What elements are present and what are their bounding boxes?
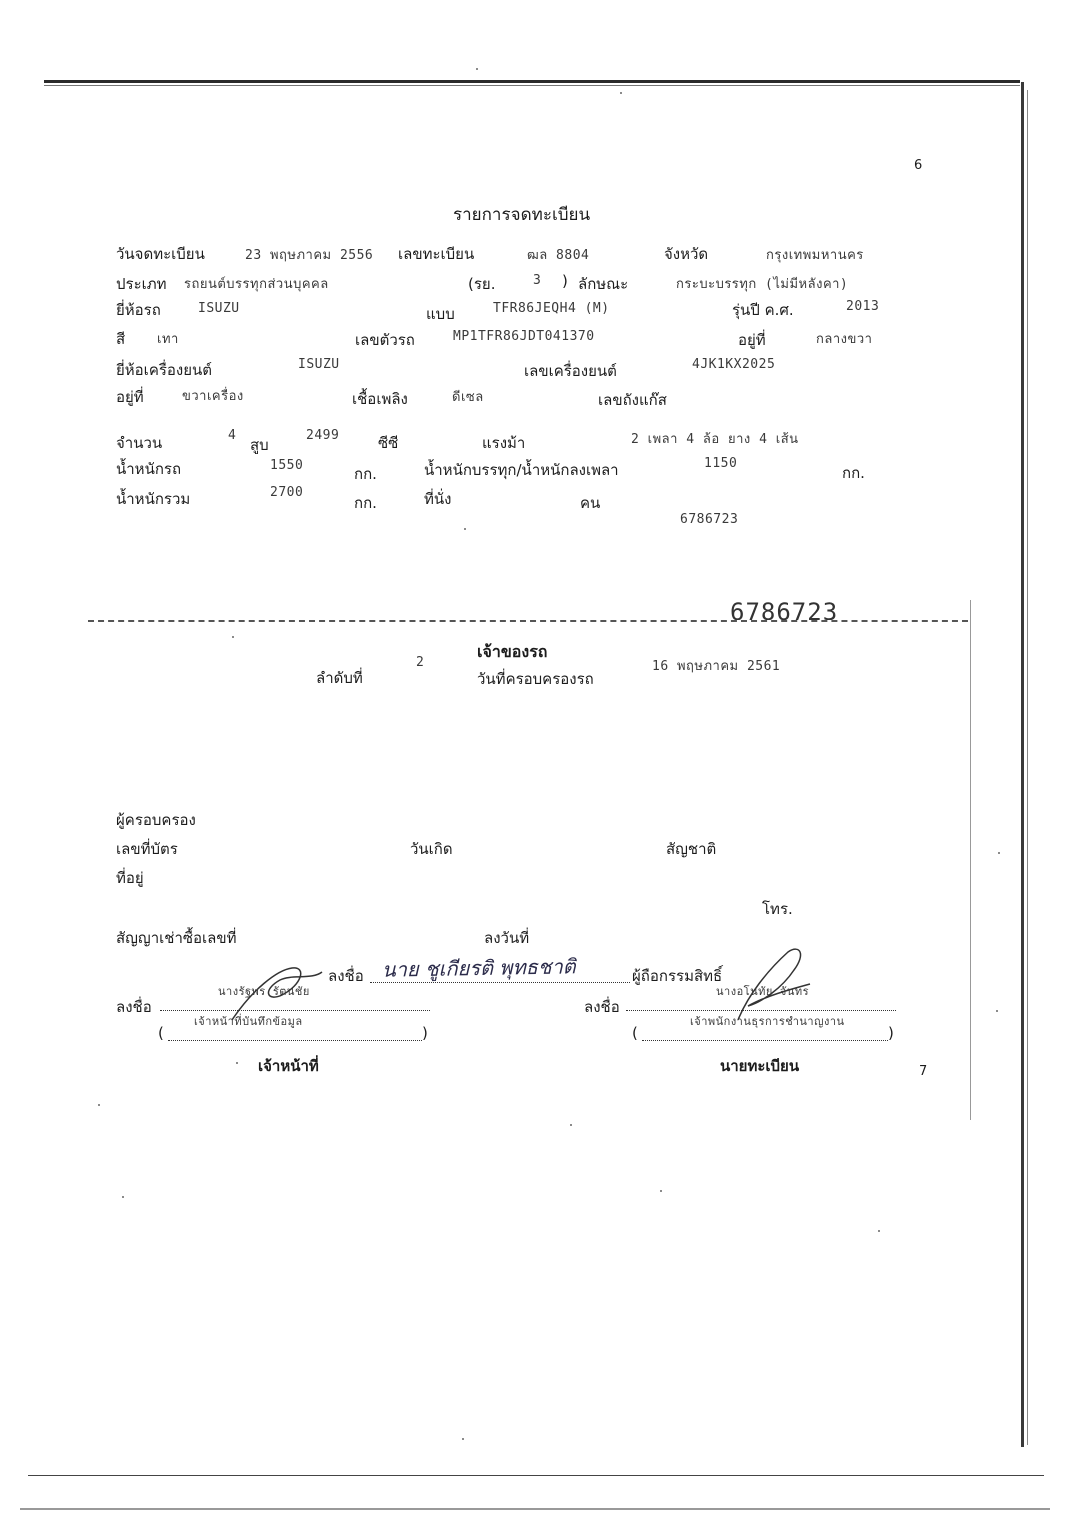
scan-speck	[660, 1190, 662, 1192]
scan-speck	[996, 1010, 998, 1012]
scan-speck	[620, 92, 622, 94]
char-label: ลักษณะ	[578, 275, 629, 293]
ry-value: 3	[533, 273, 542, 288]
inner-right-line	[970, 600, 971, 1120]
left-role-label: เจ้าหน้าที่	[258, 1057, 319, 1075]
top-border-line	[44, 80, 1020, 83]
load-value: 1150	[704, 456, 738, 471]
reg-date-label: วันจดทะเบียน	[116, 245, 205, 263]
right-sign-line	[626, 1010, 896, 1011]
char-value: กระบะบรรทุก (ไม่มีหลังคา)	[676, 277, 849, 292]
gross-weight-label: น้ำหนักรวม	[116, 490, 191, 508]
qty-label: จำนวน	[116, 434, 163, 452]
scan-speck	[570, 1124, 572, 1126]
page-number-top: 6	[914, 158, 923, 173]
tel-label: โทร.	[762, 900, 793, 918]
left-position-small: เจ้าหน้าที่บันทึกข้อมูล	[194, 1015, 303, 1028]
right-role-label: นายทะเบียน	[720, 1057, 800, 1075]
bottom-border-line-2	[20, 1508, 1050, 1510]
reg-date-value: 23 พฤษภาคม 2556	[245, 248, 374, 263]
right-name-small: นางอโนทัย จันทร	[716, 985, 810, 998]
contract-date-label: ลงวันที่	[484, 929, 530, 947]
engine-brand-value: ISUZU	[298, 357, 340, 372]
scan-speck	[462, 1438, 464, 1440]
brand-label: ยี่ห้อรถ	[116, 301, 161, 319]
province-label: จังหวัด	[664, 245, 709, 263]
fuel-value: ดีเซล	[452, 390, 484, 405]
scan-speck	[878, 1230, 880, 1232]
year-value: 2013	[846, 299, 880, 314]
vehicle-weight-value: 1550	[270, 458, 304, 473]
owner-sign-label: ลงชื่อ	[328, 967, 364, 985]
cc-label: ซีซี	[378, 434, 399, 452]
type-value: รถยนต์บรรทุกส่วนบุคคล	[184, 277, 329, 292]
cylinder-label: สูบ	[250, 436, 269, 454]
section-separator	[88, 620, 968, 622]
seat-label: ที่นั่ง	[424, 490, 452, 508]
scan-speck	[236, 1062, 238, 1064]
gross-weight-value: 2700	[270, 485, 304, 500]
left-sign-line	[160, 1010, 430, 1011]
page-number-bottom: 7	[919, 1064, 928, 1079]
hp-label: แรงม้า	[482, 434, 526, 452]
engine-brand-label: ยี่ห้อเครื่องยนต์	[116, 361, 213, 379]
vehicle-weight-unit: กก.	[354, 465, 377, 483]
color-value: เทา	[157, 332, 179, 347]
chassis-value: MP1TFR86JDT041370	[453, 329, 595, 344]
model-label: แบบ	[426, 305, 455, 323]
right-border-line	[1021, 82, 1024, 1447]
right-paren-close: )	[888, 1024, 894, 1042]
model-value: TFR86JEQH4 (M)	[493, 301, 610, 316]
province-value: กรุงเทพมหานคร	[766, 248, 864, 263]
right-border-line-thin	[1027, 90, 1028, 1445]
scan-speck	[232, 636, 234, 638]
engine-no-label: เลขเครื่องยนต์	[524, 362, 617, 380]
chassis-loc-label: อยู่ที่	[738, 331, 766, 349]
engine-loc-label: อยู่ที่	[116, 388, 144, 406]
id-card-label: เลขที่บัตร	[116, 840, 178, 858]
top-border-line-thin	[44, 85, 1020, 86]
ry-close: )	[562, 272, 568, 290]
type-label: ประเภท	[116, 275, 167, 293]
brand-value: ISUZU	[198, 301, 240, 316]
owner-title: ผู้ถือกรรมสิทธิ์	[632, 967, 723, 985]
right-sign-label: ลงชื่อ	[584, 998, 620, 1016]
color-label: สี	[116, 330, 126, 348]
chassis-label: เลขตัวรถ	[355, 331, 415, 349]
scan-speck	[998, 852, 1000, 854]
fuel-label: เชื้อเพลิง	[352, 390, 408, 408]
left-paren-close: )	[422, 1024, 428, 1042]
owner-heading: เจ้าของรถ	[477, 642, 548, 661]
engine-loc-value: ขวาเครื่อง	[182, 389, 244, 404]
seat-unit: คน	[580, 494, 601, 512]
serial-number-small: 6786723	[680, 512, 739, 527]
left-paren-line	[168, 1040, 422, 1041]
left-name-small: นางรัฐพร รัตนชัย	[218, 985, 310, 998]
year-label: รุ่นปี ค.ศ.	[732, 301, 794, 319]
possessor-label: ผู้ครอบครอง	[116, 811, 196, 829]
gas-tank-label: เลขถังแก๊ส	[598, 391, 667, 409]
cc-value: 2499	[306, 428, 340, 443]
nationality-label: สัญชาติ	[666, 840, 717, 858]
engine-no-value: 4JK1KX2025	[692, 357, 776, 372]
address-label: ที่อยู่	[116, 869, 144, 887]
ry-label: (รย.	[468, 275, 496, 293]
right-paren-open: (	[632, 1024, 638, 1042]
contract-label: สัญญาเช่าซื้อเลขที่	[116, 929, 237, 947]
order-value: 2	[416, 655, 425, 670]
serial-number-large: 6786723	[730, 598, 839, 620]
right-paren-line	[642, 1040, 888, 1041]
scan-speck	[98, 1104, 100, 1106]
cylinder-value: 4	[228, 428, 237, 443]
scan-speck	[476, 68, 478, 70]
order-label: ลำดับที่	[316, 669, 363, 687]
dob-label: วันเกิด	[410, 840, 453, 858]
load-label: น้ำหนักบรรทุก/น้ำหนักลงเพลา	[424, 461, 619, 479]
chassis-loc-value: กลางขวา	[816, 332, 873, 347]
possession-date-value: 16 พฤษภาคม 2561	[652, 659, 781, 674]
owner-handwritten-name: นาย ชูเกียรติ พุทธชาติ	[381, 954, 576, 982]
load-unit: กก.	[842, 464, 865, 482]
gross-weight-unit: กก.	[354, 494, 377, 512]
scan-speck	[464, 528, 466, 530]
right-position-small: เจ้าพนักงานธุรการชำนาญงาน	[690, 1015, 845, 1028]
left-paren-open: (	[158, 1024, 164, 1042]
document-title: รายการจดทะเบียน	[453, 205, 591, 225]
possession-date-label: วันที่ครอบครองรถ	[477, 670, 594, 688]
scan-speck	[122, 1196, 124, 1198]
plate-value: ฒล 8804	[527, 248, 590, 263]
bottom-border-line	[28, 1475, 1044, 1476]
left-sign-label: ลงชื่อ	[116, 998, 152, 1016]
vehicle-weight-label: น้ำหนักรถ	[116, 460, 182, 478]
axle-value: 2 เพลา 4 ล้อ ยาง 4 เส้น	[631, 432, 799, 447]
plate-label: เลขทะเบียน	[398, 245, 475, 263]
